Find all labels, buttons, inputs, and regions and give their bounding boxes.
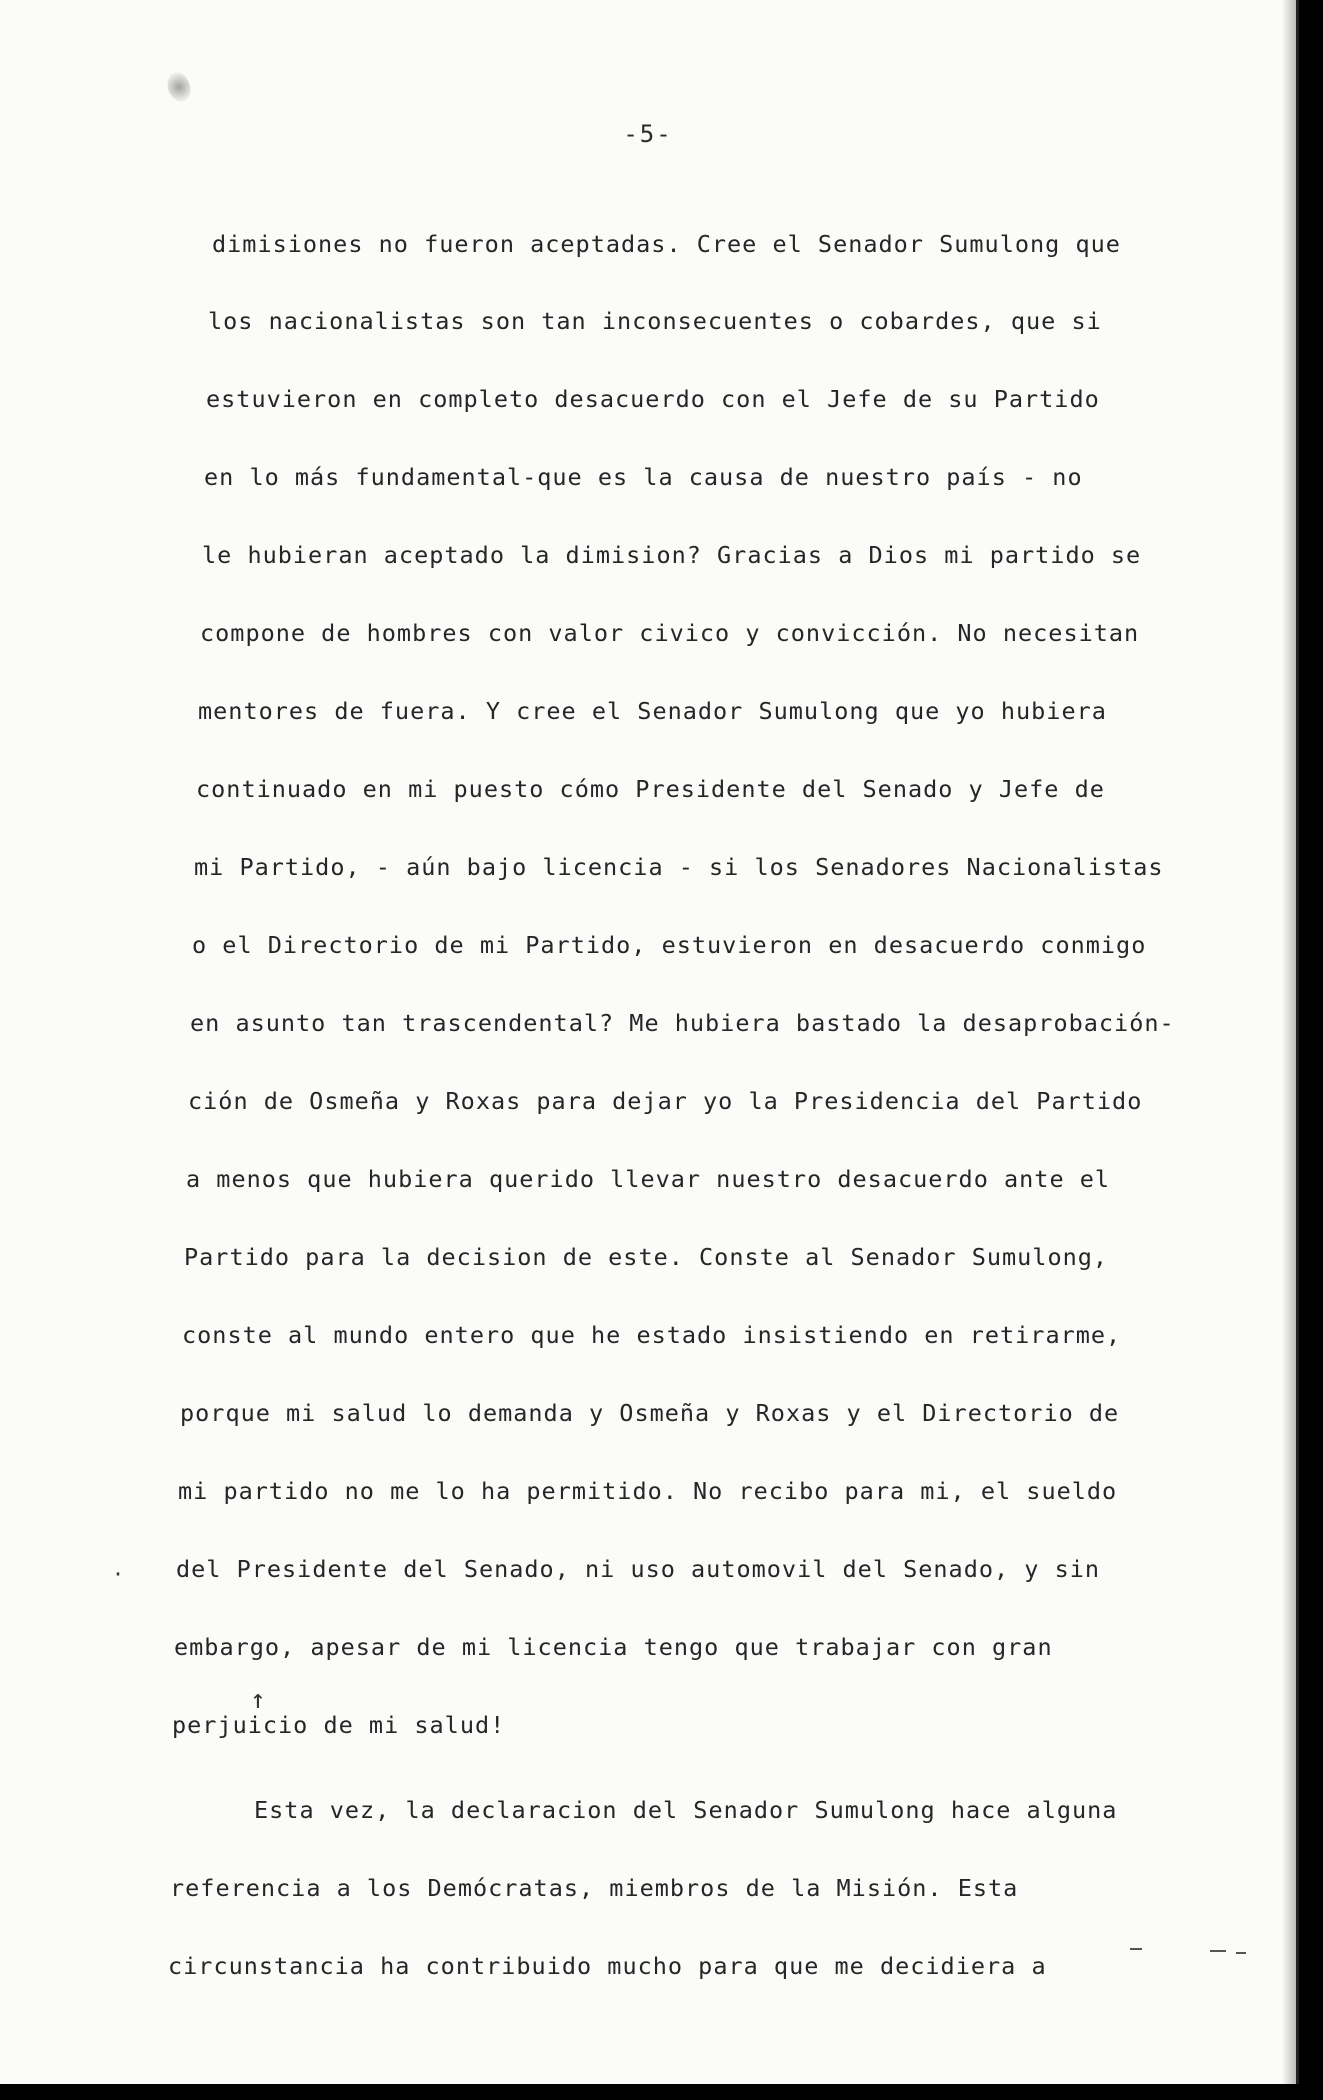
insertion-caret-mark: ↑ bbox=[250, 1685, 266, 1715]
text-line: continuado en mi puesto cómo Presidente del Senado y Jefe de bbox=[196, 775, 1105, 803]
text-line: mentores de fuera. Y cree el Senador Sumulong que yo hubiera bbox=[198, 697, 1107, 725]
text-line: Partido para la decision de este. Conste al Senador Sumulong, bbox=[184, 1243, 1109, 1271]
text-line: Esta vez, la declaracion del Senador Sumulong hace alguna bbox=[254, 1796, 1118, 1824]
text-line: le hubieran aceptado la dimision? Gracias a Dios mi partido se bbox=[202, 541, 1142, 569]
margin-dash-mark bbox=[1236, 1952, 1246, 1954]
text-line: ción de Osmeña y Roxas para dejar yo la Presidencia del Partido bbox=[188, 1087, 1143, 1115]
text-line: en asunto tan trascendental? Me hubiera bastado la desaprobación- bbox=[190, 1009, 1175, 1037]
text-line: referencia a los Demócratas, miembros de la Misión. Esta bbox=[170, 1874, 1019, 1902]
ink-smudge bbox=[164, 69, 195, 105]
text-line: circunstancia ha contribuido mucho para que me decidiera a bbox=[168, 1952, 1047, 1980]
text-line: perjuicio de mi salud! bbox=[172, 1711, 506, 1739]
page-edge-shadow bbox=[1282, 0, 1296, 2084]
text-line: conste al mundo entero que he estado insistiendo en retirarme, bbox=[182, 1321, 1122, 1349]
margin-dash-mark bbox=[1130, 1948, 1142, 1950]
page-number: -5- bbox=[623, 120, 673, 148]
text-line: embargo, apesar de mi licencia tengo que trabajar con gran bbox=[174, 1633, 1053, 1661]
text-line: o el Directorio de mi Partido, estuvieron en desacuerdo conmigo bbox=[192, 931, 1147, 959]
text-line: mi partido no me lo ha permitido. No recibo para mi, el sueldo bbox=[178, 1477, 1118, 1505]
text-line: dimisiones no fueron aceptadas. Cree el Senador Sumulong que bbox=[212, 230, 1121, 258]
margin-dot: · bbox=[112, 1562, 125, 1586]
text-line: compone de hombres con valor civico y convicción. No necesitan bbox=[200, 619, 1140, 647]
text-line: a menos que hubiera querido llevar nuestro desacuerdo ante el bbox=[186, 1165, 1111, 1193]
margin-dash-mark bbox=[1210, 1950, 1226, 1952]
text-line: porque mi salud lo demanda y Osmeña y Roxas y el Directorio de bbox=[180, 1399, 1120, 1427]
text-line: en lo más fundamental-que es la causa de nuestro país - no bbox=[204, 463, 1083, 491]
text-line: del Presidente del Senado, ni uso automovil del Senado, y sin bbox=[176, 1555, 1101, 1583]
text-line: estuvieron en completo desacuerdo con el Jefe de su Partido bbox=[206, 385, 1100, 413]
text-line: mi Partido, - aún bajo licencia - si los Senadores Nacionalistas bbox=[194, 853, 1164, 881]
text-line: los nacionalistas son tan inconsecuentes o cobardes, que si bbox=[208, 307, 1102, 335]
